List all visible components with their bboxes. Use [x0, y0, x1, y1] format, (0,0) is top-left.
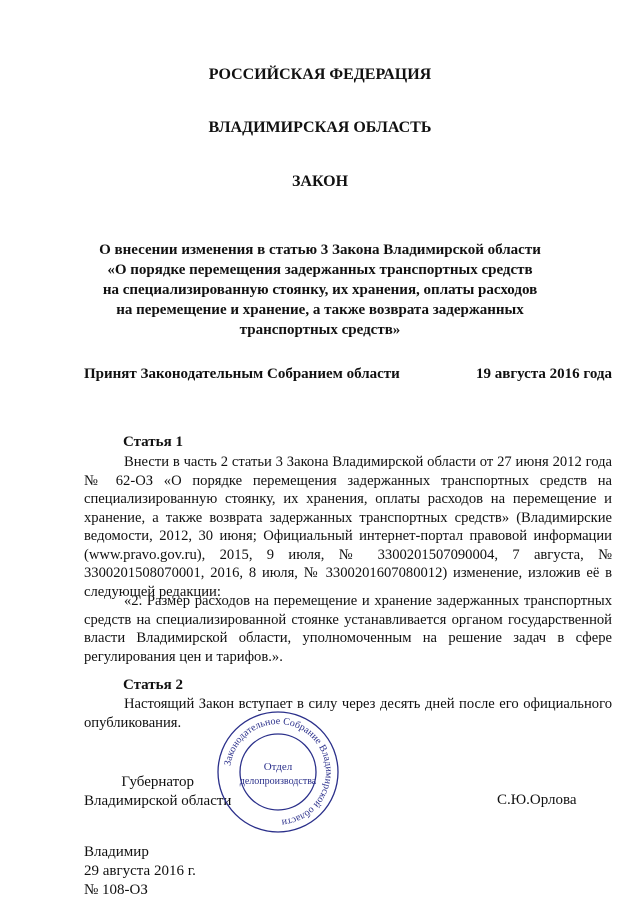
article-1-quote-block: [84, 592, 612, 666]
document-type-heading: ЗАКОН: [291, 173, 349, 190]
stamp-ring-text: Законодательное Собрание Владимирской области: [222, 715, 335, 828]
footer-date: 29 августа 2016 г.: [84, 863, 196, 879]
article-2-heading: Статья 2: [123, 677, 183, 693]
signatory-title: Губернатор: [121, 774, 195, 790]
stamp-center-line: Отдел: [263, 761, 293, 773]
document-footer: [84, 843, 196, 900]
article-2-body: [84, 695, 612, 732]
law-title-line: транспортных средств»: [239, 322, 401, 338]
footer-city: Владимир: [84, 844, 149, 860]
official-stamp: [214, 708, 342, 836]
adoption-date: 19 августа 2016 года: [475, 366, 612, 382]
law-title-line: на специализированную стоянку, их хранения, оплаты расходов: [102, 282, 538, 298]
article-1-text: Внести в часть 2 статьи 3 Закона Владимирской области от 27 июня 2012 года № 62-ОЗ «О порядке перемещения задержанных транспортных средств на специализированную стоянку, их хранения, оплаты расходов на перемещение и хранение, а также возврата задержанных транспортных средств» (Владимирские ведомости, 2012, 30 июня; Официальный интернет-портал правовой информации (www.pravo.gov.ru), 2015, 9 июля, № 3300201507090004, 7 августа, № 3300201508070001, 2016, 8 июля, № 3300201607080012) изменение, изложив её в следующей редакции:: [84, 454, 612, 600]
stamp-center-line: делопроизводства: [239, 776, 317, 787]
footer-number: № 108-ОЗ: [84, 882, 148, 898]
article-1-body: [84, 453, 612, 601]
article-2-text: Настоящий Закон вступает в силу через десять дней после его официального опубликования.: [84, 696, 612, 731]
adopted-by: Принят Законодательным Собранием области: [84, 366, 400, 382]
signatory-region: Владимирской области: [84, 793, 232, 809]
article-1-quote: «2. Размер расходов на перемещение и хранение задержанных транспортных средств на специализированной стоянке устанавливается органом государственной власти Владимирской области, уполномоченным на решение задач в сфере регулирования цен и тарифов.».: [84, 593, 612, 665]
law-title: [0, 240, 640, 340]
article-1-heading: Статья 1: [123, 434, 183, 450]
country-heading: РОССИЙСКАЯ ФЕДЕРАЦИЯ: [208, 66, 432, 83]
adoption-line: [84, 366, 612, 383]
law-title-line: «О порядке перемещения задержанных транспортных средств: [107, 262, 533, 278]
signatory-position: [84, 773, 231, 811]
signatory-name: С.Ю.Орлова: [497, 792, 577, 808]
law-title-line: на перемещение и хранение, а также возврата задержанных: [116, 302, 524, 318]
law-title-line: О внесении изменения в статью 3 Закона Владимирской области: [99, 242, 541, 258]
region-heading: ВЛАДИМИРСКАЯ ОБЛАСТЬ: [208, 119, 432, 136]
